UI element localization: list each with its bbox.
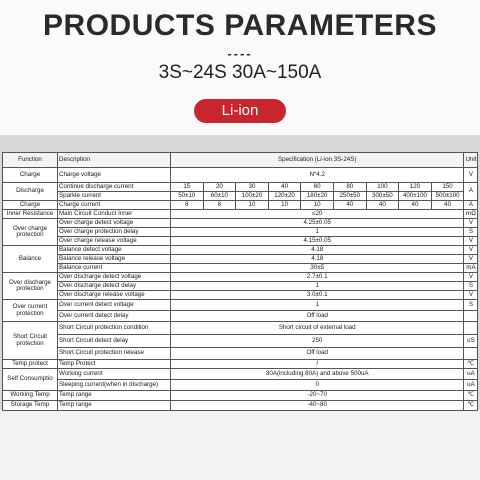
function-cell: Balance [3,246,58,273]
function-cell: Working Temp [3,391,58,401]
description-cell: Over charge release voltage [58,237,171,246]
table-row [3,192,478,201]
value-cell: 10 [268,201,301,210]
value-cell: 10 [236,201,269,210]
value-cell: 40 [399,201,432,210]
value-cell: 100±20 [236,192,269,201]
description-cell: Balance release voltage [58,255,171,264]
value-cell: 120 [399,183,432,192]
table-row [3,228,478,237]
unit-cell: S [464,300,478,311]
description-cell: Balance current [58,264,171,273]
unit-cell: ℃ [464,401,478,411]
function-cell: Discharge [3,183,58,201]
page-subtitle: 3S~24S 30A~150A [158,62,322,83]
unit-cell: V [464,237,478,246]
spec-cell: Off load [171,311,464,322]
table-row [3,380,478,391]
unit-cell: A [464,201,478,210]
unit-cell: V [464,219,478,228]
description-cell: Short Circuit protection condition [58,322,171,335]
value-cell: 300±50 [366,192,399,201]
description-cell: Over discharge detect delay [58,282,171,291]
description-cell: Main Circuit Conduct Inner [58,210,171,219]
spec-cell: Short circuit of external load [171,322,464,335]
value-cell: 500±100 [431,192,464,201]
spec-cell: 250 [171,335,464,348]
unit-cell [464,348,478,360]
description-cell: Charge voltage [58,168,171,183]
parameters-table [2,152,478,411]
table-row [3,335,478,348]
unit-cell: uS [464,335,478,348]
table-row [3,255,478,264]
spec-cell: 2.7±0.1 [171,273,464,282]
value-cell: 20 [203,183,236,192]
spec-cell: 80A(including 80A) and above 500uA [171,369,464,380]
table-row [3,401,478,411]
table-row [3,237,478,246]
unit-cell: S [464,228,478,237]
description-cell: Temp range [58,391,171,401]
value-cell: 15 [171,183,204,192]
unit-cell: V [464,273,478,282]
spec-cell: 1 [171,282,464,291]
description-cell: Over discharge release voltage [58,291,171,300]
value-cell: 180±20 [301,192,334,201]
function-cell: Inner Resistance [3,210,58,219]
value-cell: 120±20 [268,192,301,201]
value-cell: 80 [333,183,366,192]
header-description: Description [58,153,171,168]
description-cell: Over current detect delay [58,311,171,322]
table-row [3,360,478,369]
description-cell: Over charge protection delay [58,228,171,237]
function-cell: Short Circuit protection [3,322,58,360]
value-cell: 30 [236,183,269,192]
function-cell: Self Consumptio [3,369,58,391]
value-cell: 60±10 [203,192,236,201]
spec-cell: 4.15±0.05 [171,237,464,246]
header-spec: Specification (Li-ion 3S-24S) [171,153,464,168]
value-cell: 60 [301,183,334,192]
page-title: PRODUCTS PARAMETERS [43,9,437,42]
description-cell: Balance detect voltage [58,246,171,255]
spec-cell: 4.25±0.05 [171,219,464,228]
value-cell: 40 [366,201,399,210]
value-cell: 250±50 [333,192,366,201]
value-cell: 40 [431,201,464,210]
table-row [3,348,478,360]
value-cell: 100 [366,183,399,192]
table-row [3,291,478,300]
table-row [3,210,478,219]
spec-cell: 1 [171,228,464,237]
function-cell: Temp protect [3,360,58,369]
value-cell: 400±100 [399,192,432,201]
unit-cell: V [464,246,478,255]
table-row [3,168,478,183]
function-cell: Over charge protection [3,219,58,246]
description-cell: Temp Protect [58,360,171,369]
unit-cell: S [464,282,478,291]
value-cell: 50±10 [171,192,204,201]
value-cell: 40 [333,201,366,210]
table-row [3,183,478,192]
table-row [3,246,478,255]
header-area [0,0,480,135]
table-row [3,300,478,311]
unit-cell: uA [464,369,478,380]
table-row [3,369,478,380]
spec-cell: -20~70 [171,391,464,401]
unit-cell: V [464,255,478,264]
description-cell: Short Circuit detect delay [58,335,171,348]
header-function: Function [3,153,58,168]
description-cell: Over current detect voltage [58,300,171,311]
unit-cell: uA [464,380,478,391]
table-row [3,273,478,282]
unit-cell: mΩ [464,210,478,219]
spec-cell: 0 [171,380,464,391]
description-cell: Sleeping current(when in discharge) [58,380,171,391]
table-row [3,391,478,401]
spec-cell: Off load [171,348,464,360]
spec-cell: ≤20 [171,210,464,219]
spec-cell: N*4.2 [171,168,464,183]
value-cell: 150 [431,183,464,192]
unit-cell [464,311,478,322]
spec-cell: 3.0±0.1 [171,291,464,300]
description-cell: Sparkle current [58,192,171,201]
table-row [3,322,478,335]
value-cell: 10 [301,201,334,210]
unit-cell: V [464,291,478,300]
footer-area [0,410,480,480]
title-divider: ---- [227,46,253,61]
table-row [3,282,478,291]
header-unit: Unit [464,153,478,168]
description-cell: Short Circuit protection release [58,348,171,360]
table-row [3,264,478,273]
table-header-row [3,153,478,168]
value-cell: 40 [268,183,301,192]
spec-cell: 30±5 [171,264,464,273]
table-row [3,311,478,322]
description-cell: Over charge detect voltage [58,219,171,228]
spec-cell: 1 [171,300,464,311]
description-cell: Continue discharge current [58,183,171,192]
unit-cell: mA [464,264,478,273]
spec-cell: 4.18 [171,255,464,264]
spec-cell: -40~80 [171,401,464,411]
spec-cell: 4.18 [171,246,464,255]
table-row [3,201,478,210]
unit-cell [464,322,478,335]
value-cell: 8 [171,201,204,210]
description-cell: Working current [58,369,171,380]
unit-cell: ℃ [464,391,478,401]
table-row [3,219,478,228]
description-cell: Temp range [58,401,171,411]
function-cell: Storage Temp [3,401,58,411]
function-cell: Charge [3,168,58,183]
unit-cell: A [464,183,478,201]
spec-cell: / [171,360,464,369]
chemistry-badge: Li-ion [194,99,286,123]
unit-cell: ℃ [464,360,478,369]
function-cell: Over discharge protection [3,273,58,300]
function-cell: Charge [3,201,58,210]
value-cell: 8 [203,201,236,210]
function-cell: Over current protection [3,300,58,322]
unit-cell: V [464,168,478,183]
description-cell: Charge current [58,201,171,210]
description-cell: Over discharge detect voltage [58,273,171,282]
